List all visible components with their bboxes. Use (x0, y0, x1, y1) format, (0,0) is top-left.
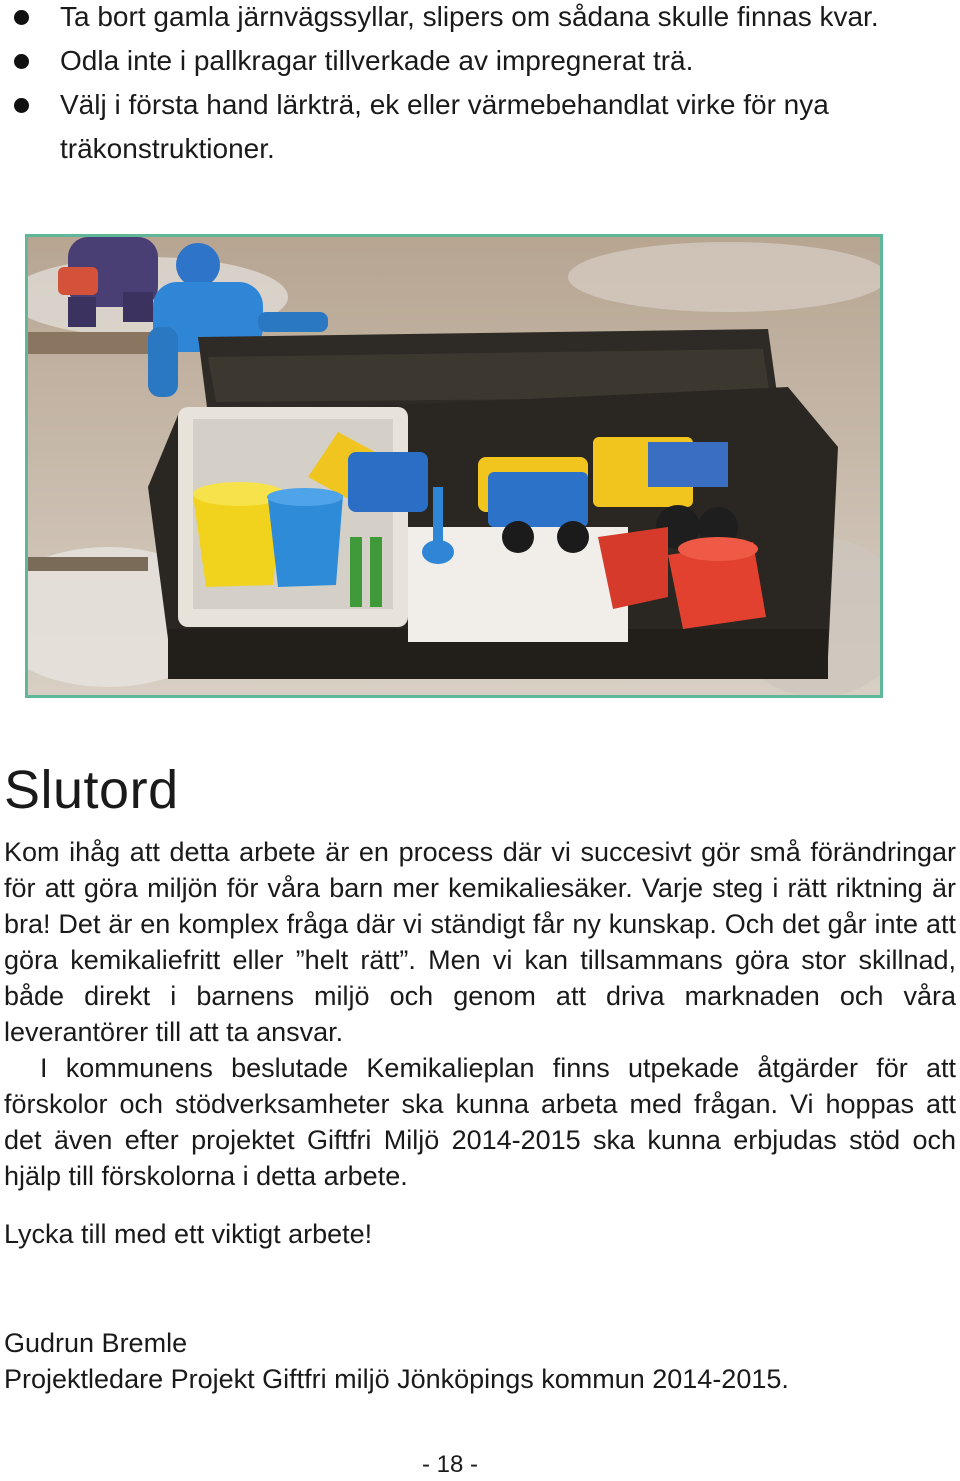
closing-line: Lycka till med ett viktigt arbete! (4, 1219, 373, 1249)
bullet-item (0, 83, 900, 171)
bullet-dot-icon (14, 10, 29, 25)
paragraph: Kom ihåg att detta arbete är en process där vi succesivt gör små förändringar för att göra miljön för våra barn mer kemikaliesäker. Varje steg i rätt riktning är bra! Det är en komplex fråga där vi ständigt får ny kunskap. Och det går inte att göra kemikaliefritt eller ”helt rätt”. Men vi kan tillsammans göra stor skillnad, både direkt i barnens miljö och genom att driva marknaden och våra leverantörer till att ta ansvar. (4, 837, 956, 1047)
bullet-text: Odla inte i pallkragar tillverkade av impregnerat trä. (60, 45, 694, 76)
section-heading: Slutord (4, 760, 179, 820)
bullet-text: Ta bort gamla järnvägssyllar, slipers om sådana skulle finnas kvar. (60, 1, 879, 32)
bullet-text: Välj i första hand lärkträ, ek eller värmebehandlat virke för nya träkonstruktioner. (60, 89, 829, 164)
signature-name: Gudrun Bremle (4, 1328, 188, 1358)
signature-title: Projektledare Projekt Giftfri miljö Jönköpings kommun 2014-2015. (4, 1364, 789, 1394)
bullet-dot-icon (14, 98, 29, 113)
bullet-dot-icon (14, 54, 29, 69)
toy-box-illustration (28, 237, 880, 695)
toy-box-photo (25, 234, 883, 698)
page-number: - 18 - (421, 1451, 478, 1478)
paragraph: I kommunens beslutade Kemikalieplan finns utpekade åtgärder för att förskolor och stödverksamheter ska kunna arbeta med frågan. Vi hoppas att det även efter projektet Giftfri Miljö 2014-2015 ska kunna erbjudas stöd och hjälp till förskolorna i detta arbete. (4, 1053, 956, 1191)
